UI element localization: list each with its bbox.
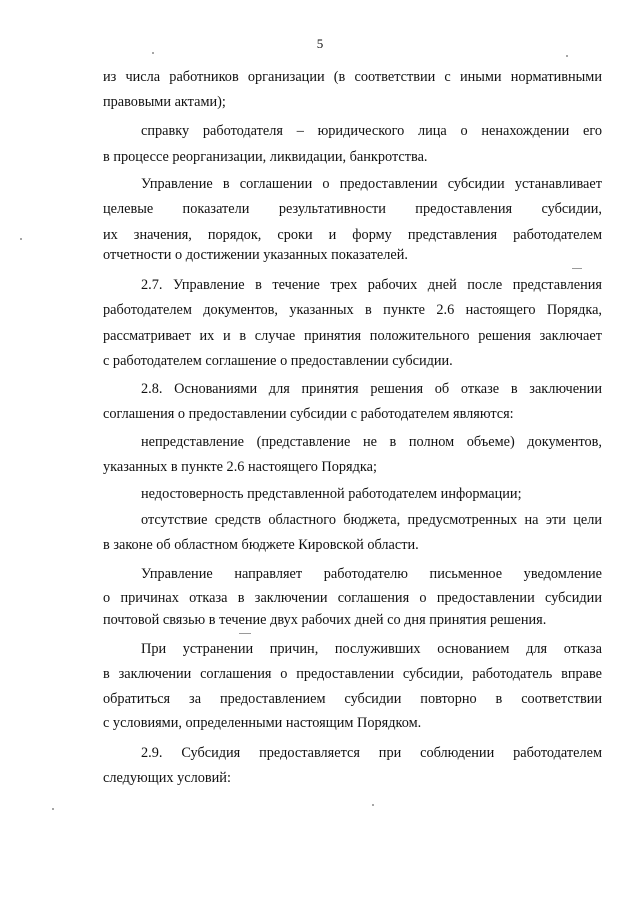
text-line: справку работодателя – юридического лица о ненахождении его	[141, 123, 602, 139]
text-line: в процессе реорганизации, ликвидации, банкротства.	[103, 149, 428, 165]
text-line: Управление направляет работодателю письменное уведомление	[141, 566, 602, 582]
text-line: следующих условий:	[103, 770, 231, 786]
text-line: целевые показатели результативности предоставления субсидии,	[103, 201, 602, 217]
scan-speck	[20, 238, 22, 240]
text-line: Управление в соглашении о предоставлении субсидии устанавливает	[141, 176, 602, 192]
text-line: непредставление (представление не в полном объеме) документов,	[141, 434, 602, 450]
text-line: При устранении причин, послуживших основанием для отказа	[141, 641, 602, 657]
text-line: соглашения о предоставлении субсидии с работодателем являются:	[103, 406, 514, 422]
text-line: работодателем документов, указанных в пункте 2.6 настоящего Порядка,	[103, 302, 602, 318]
scan-speck	[566, 55, 568, 57]
text-line: о причинах отказа в заключении соглашения о предоставлении субсидии	[103, 590, 602, 606]
scan-speck	[152, 52, 154, 54]
text-line: в законе об областном бюджете Кировской области.	[103, 537, 419, 553]
text-line: в заключении соглашения о предоставлении субсидии, работодатель вправе	[103, 666, 602, 682]
text-line: 2.7. Управление в течение трех рабочих дней после представления	[141, 277, 602, 293]
text-line: обратиться за предоставлением субсидии повторно в соответствии	[103, 691, 602, 707]
scan-speck	[52, 808, 54, 810]
page-number: 5	[316, 36, 324, 51]
scan-mark	[239, 633, 251, 634]
text-line: недостоверность представленной работодателем информации;	[141, 486, 522, 502]
text-line: 2.9. Субсидия предоставляется при соблюдении работодателем	[141, 745, 602, 761]
text-line: почтовой связью в течение двух рабочих дней со дня принятия решения.	[103, 612, 547, 628]
scan-speck	[372, 804, 374, 806]
text-line: с условиями, определенными настоящим Порядком.	[103, 715, 422, 731]
scan-mark	[572, 268, 582, 269]
text-line: их значения, порядок, сроки и форму представления работодателем	[103, 227, 602, 243]
text-line: 2.8. Основаниями для принятия решения об отказе в заключении	[141, 381, 602, 397]
text-line: отчетности о достижении указанных показателей.	[103, 247, 408, 263]
text-line: из числа работников организации (в соответствии с иными нормативными	[103, 69, 602, 85]
text-line: указанных в пункте 2.6 настоящего Порядка;	[103, 459, 377, 475]
text-line: рассматривает их и в случае принятия положительного решения заключает	[103, 328, 602, 344]
text-line: отсутствие средств областного бюджета, предусмотренных на эти цели	[141, 512, 602, 528]
text-line: правовыми актами);	[103, 94, 226, 110]
text-line: с работодателем соглашение о предоставлении субсидии.	[103, 353, 453, 369]
